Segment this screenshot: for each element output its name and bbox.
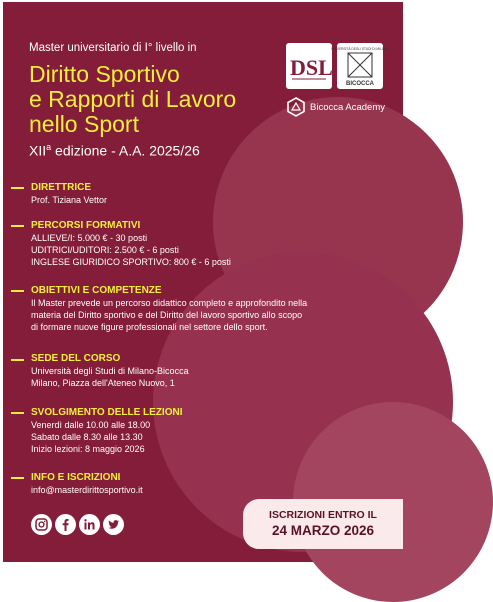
section-line: Milano, Piazza dell'Ateneo Nuovo, 1 — [31, 378, 175, 388]
unimib-logo-name: BICOCCA — [346, 81, 374, 87]
section-heading: SEDE DEL CORSO — [31, 353, 121, 364]
section-line: INGLESE GIURIDICO SPORTIVO: 800 € - 6 posti — [31, 257, 231, 267]
linkedin-icon[interactable] — [79, 514, 100, 535]
section-line: di formare nuove figure professionali nel settore dello sport. — [31, 322, 268, 332]
subtitle: Master universitario di I° livello in — [29, 42, 197, 54]
section-dash — [11, 359, 24, 361]
section-percorsi — [31, 219, 231, 268]
social-links — [31, 514, 124, 535]
title-line: Diritto Sportivo — [29, 61, 180, 87]
instagram-icon[interactable] — [31, 514, 52, 535]
section-line: ALLIEVE/I: 5.000 € - 30 posti — [31, 233, 148, 243]
edition — [29, 142, 200, 159]
section-sede — [31, 352, 189, 389]
page-title — [29, 62, 289, 137]
section-dash — [11, 290, 24, 292]
title-line: e Rapporti di Lavoro — [29, 86, 237, 112]
section-line: Sabato dalle 8.30 alle 13.30 — [31, 432, 143, 442]
section-line: Prof. Tiziana Vettor — [31, 195, 108, 205]
section-obiettivi — [31, 284, 307, 333]
facebook-icon[interactable] — [55, 514, 76, 535]
section-heading: INFO E ISCRIZIONI — [31, 472, 121, 483]
academy-label: Bicocca Academy — [310, 101, 385, 113]
edition-prefix: XII — [29, 142, 47, 159]
section-dash — [11, 225, 24, 227]
dsl-logo — [286, 43, 332, 89]
twitter-icon[interactable] — [103, 514, 124, 535]
edition-suffix: edizione - A.A. 2025/26 — [51, 142, 200, 159]
section-line: Venerdì dalle 10.00 alle 18.00 — [31, 420, 151, 430]
registration-deadline-badge — [243, 499, 403, 549]
poster — [3, 2, 403, 562]
section-line: UDITRICI/UDITORI: 2.500 € - 6 posti — [31, 245, 179, 255]
dsl-logo-text: DSL — [290, 55, 333, 80]
unimib-logo — [331, 43, 389, 89]
contact-email[interactable]: info@masterdirittosportivo.it — [31, 485, 143, 495]
badge-line2: 24 MARZO 2026 — [271, 523, 375, 538]
unimib-logo-text: UNIVERSITÀ DEGLI STUDI DI MILANO — [331, 47, 389, 51]
badge-line1: ISCRIZIONI ENTRO IL — [269, 509, 377, 521]
academy-icon — [286, 97, 306, 117]
edition-sup: a — [46, 142, 52, 152]
section-line: materia del Diritto sportivo e del Diritto del lavoro sportivo allo scopo — [31, 310, 303, 320]
section-heading: OBIETTIVI E COMPETENZE — [31, 285, 162, 296]
title-line: nello Sport — [29, 111, 139, 137]
section-direttrice — [31, 181, 107, 206]
section-dash — [11, 477, 24, 479]
section-info — [31, 471, 143, 496]
section-heading: PERCORSI FORMATIVI — [31, 220, 141, 231]
bicocca-academy-logo — [286, 97, 385, 117]
section-line: Università degli Studi di Milano-Bicocca — [31, 366, 189, 376]
section-svolgimento — [31, 406, 183, 455]
section-line: Il Master prevede un percorso didattico completo e approfondito nella — [31, 298, 308, 308]
section-heading: SVOLGIMENTO DELLE LEZIONI — [31, 407, 183, 418]
section-heading: DIRETTRICE — [31, 182, 91, 193]
section-dash — [11, 187, 24, 189]
section-line: Inizio lezioni: 8 maggio 2026 — [31, 444, 145, 454]
section-dash — [11, 412, 24, 414]
